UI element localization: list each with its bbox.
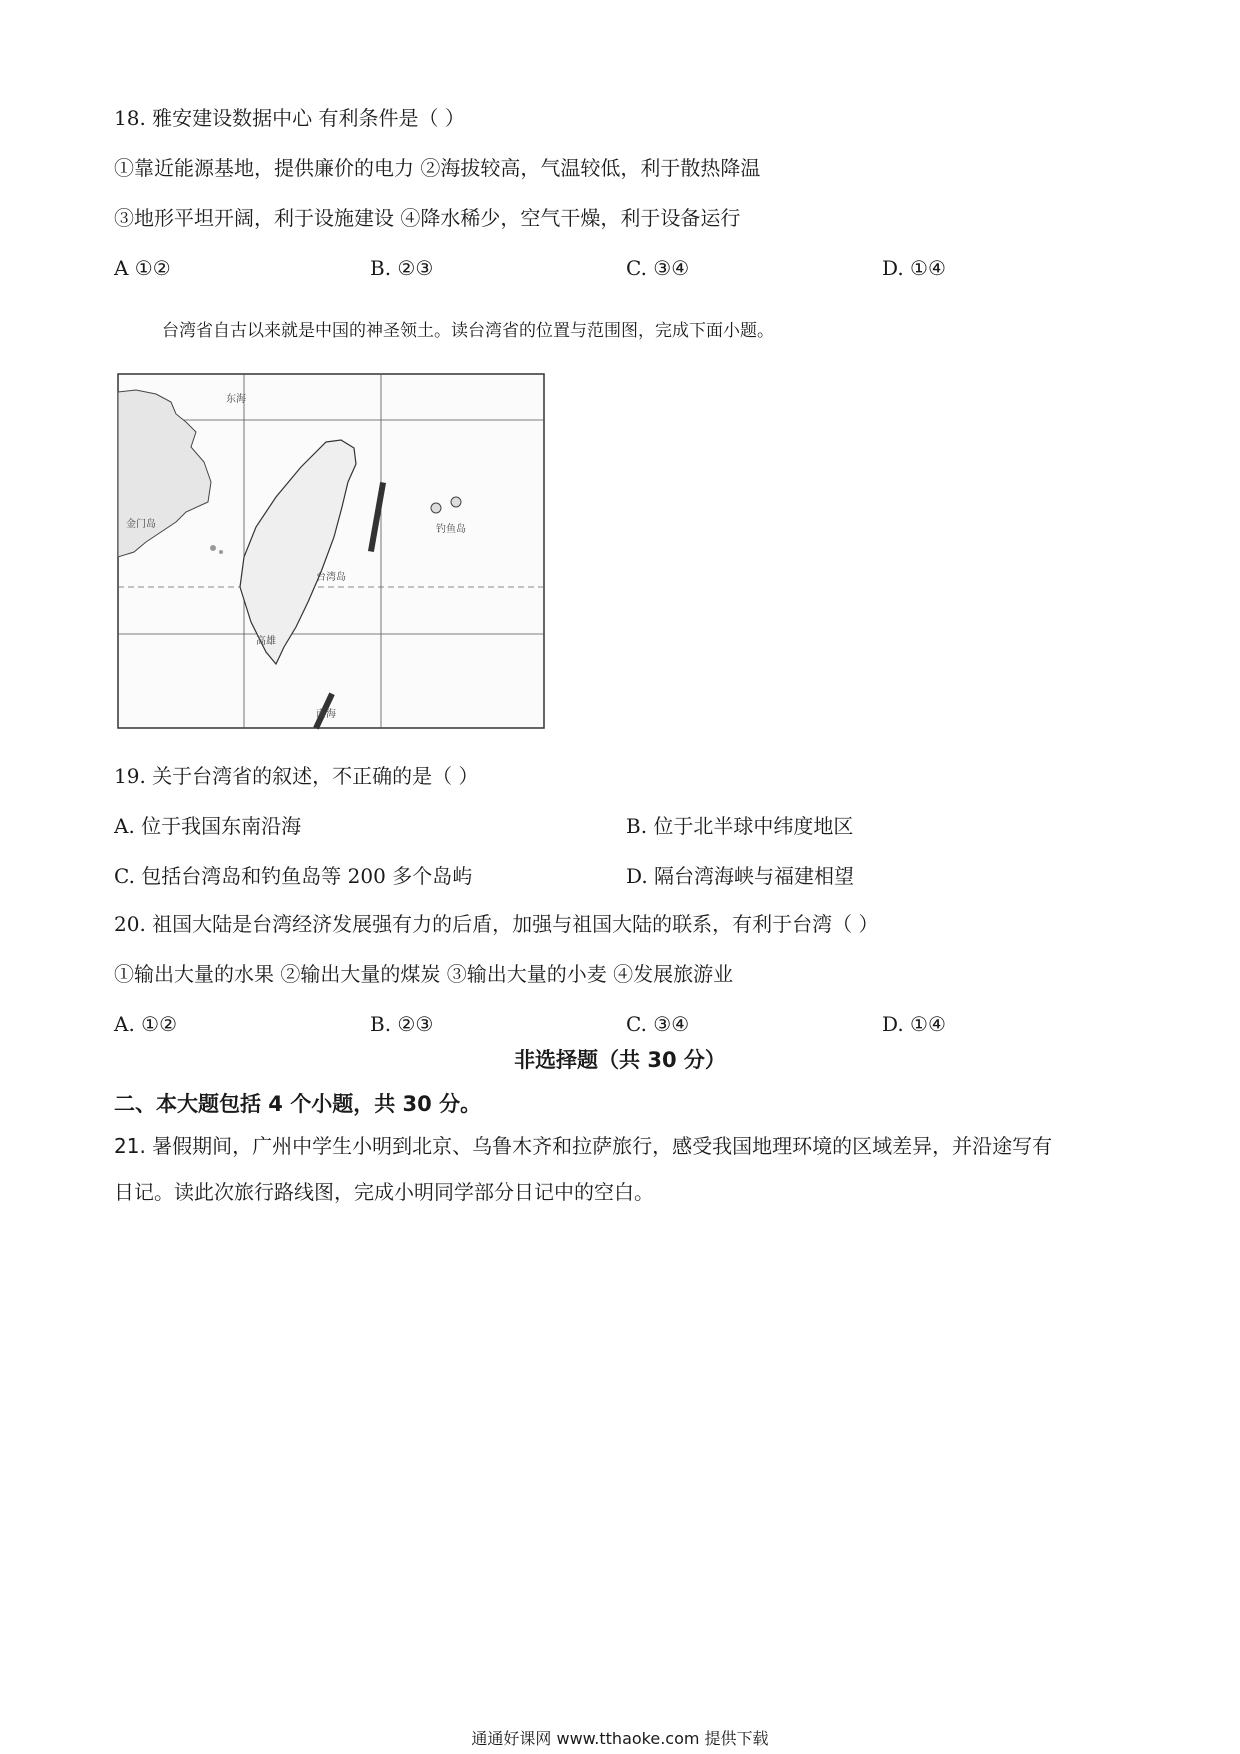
q20-option-d: D. ①④: [882, 1012, 946, 1036]
map-label-kaohsiung: 高雄: [256, 636, 276, 647]
map-label-east-sea: 东海: [226, 394, 246, 405]
map-label-jinmen: 金门岛: [126, 519, 156, 530]
q21-line2: 日记。读此次旅行路线图，完成小明同学部分日记中的空白。: [114, 1180, 654, 1204]
q18-statement-line2: ③地形平坦开阔，利于设施建设 ④降水稀少，空气干燥，利于设备运行: [114, 206, 741, 230]
map-label-south-sea: 南海: [316, 709, 336, 720]
q20-option-b: B. ②③: [370, 1012, 434, 1036]
q20-option-c: C. ③④: [626, 1012, 690, 1036]
q20-stem: 20. 祖国大陆是台湾经济发展强有力的后盾，加强与祖国大陆的联系，有利于台湾（ ）: [114, 912, 879, 936]
q18-option-a: A ①②: [114, 256, 171, 280]
taiwan-map: [116, 372, 546, 730]
q21-line1: 21. 暑假期间，广州中学生小明到北京、乌鲁木齐和拉萨旅行，感受我国地理环境的区域差异，并沿途写有: [114, 1134, 1053, 1158]
q19-option-a: A. 位于我国东南沿海: [114, 814, 302, 838]
q18-option-d: D. ①④: [882, 256, 946, 280]
q19-option-b: B. 位于北半球中纬度地区: [626, 814, 854, 838]
q20-option-a: A. ①②: [114, 1012, 178, 1036]
taiwan-intro: 台湾省自古以来就是中国的神圣领土。读台湾省的位置与范围图，完成下面小题。: [162, 321, 774, 341]
section-heading: 二、本大题包括 4 个小题，共 30 分。: [114, 1092, 482, 1116]
q19-option-c: C. 包括台湾岛和钓鱼岛等 200 多个岛屿: [114, 864, 473, 888]
q19-option-d: D. 隔台湾海峡与福建相望: [626, 864, 855, 888]
q18-statement-line1: ①靠近能源基地，提供廉价的电力 ②海拔较高，气温较低，利于散热降温: [114, 156, 761, 180]
q18-option-c: C. ③④: [626, 256, 690, 280]
map-label-diaoyu: 钓鱼岛: [436, 524, 466, 535]
q18-stem: 18. 雅安建设数据中心 有利条件是（ ）: [114, 106, 465, 130]
q20-statement-line1: ①输出大量的水果 ②输出大量的煤炭 ③输出大量的小麦 ④发展旅游业: [114, 962, 734, 986]
q19-stem: 19. 关于台湾省的叙述，不正确的是（ ）: [114, 764, 479, 788]
map-label-taiwan: 台湾岛: [316, 572, 346, 583]
footer-source: 通通好课网 www.tthaoke.com 提供下载: [471, 1729, 769, 1748]
q18-option-b: B. ②③: [370, 256, 434, 280]
non-choice-section-title: 非选择题（共 30 分）: [514, 1048, 726, 1072]
